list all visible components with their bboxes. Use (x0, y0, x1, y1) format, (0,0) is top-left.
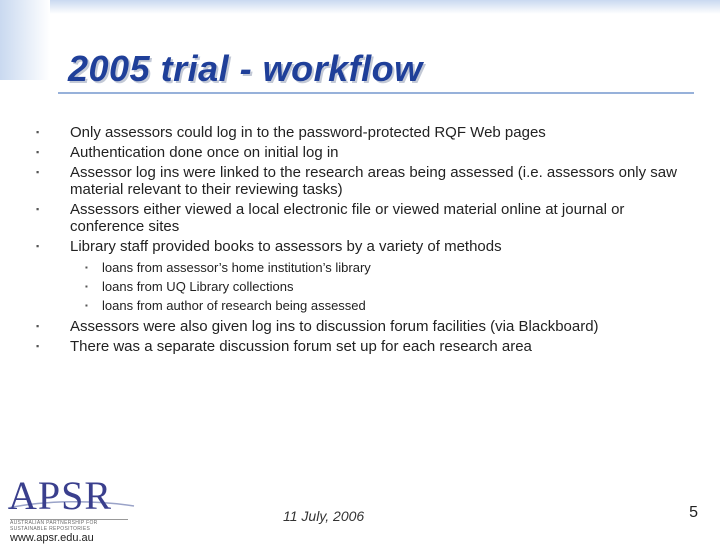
bullet-marker-icon: ▪ (36, 127, 40, 137)
bullet-text: There was a separate discussion forum set up for each research area (70, 338, 532, 355)
bullet-marker-icon: ▪ (85, 301, 88, 310)
sub-bullet-item (85, 277, 692, 296)
logo-wordmark: APSR (8, 473, 113, 518)
bullet-marker-icon: ▪ (85, 282, 88, 291)
bullet-text: Assessors were also given log ins to discussion forum facilities (via Blackboard) (70, 318, 599, 335)
title-underline (58, 92, 694, 94)
sub-bullet-text: loans from UQ Library collections (102, 279, 294, 294)
sub-bullet-item (85, 296, 692, 315)
bullet-text: Library staff provided books to assessors by a variety of methods (70, 238, 502, 255)
bullet-item (36, 238, 700, 255)
bullet-list (0, 124, 720, 355)
slide-page-number: 5 (689, 504, 698, 521)
bullet-marker-icon: ▪ (36, 167, 40, 177)
sub-bullet-text: loans from assessor’s home institution’s library (102, 260, 371, 275)
slide-title: 2005 trial - workflow (68, 48, 423, 89)
logo-tagline: AUSTRALIAN PARTNERSHIP FOR (10, 520, 98, 526)
bullet-marker-icon: ▪ (85, 263, 88, 272)
bullet-item (36, 124, 700, 141)
bullet-marker-icon: ▪ (36, 341, 40, 351)
decorative-top-band (0, 0, 720, 14)
slide-date: 11 July, 2006 (283, 508, 365, 524)
bullet-marker-icon: ▪ (36, 241, 40, 251)
bullet-text: Assessors either viewed a local electronic file or viewed material online at journal or conference sites (70, 201, 625, 235)
sub-bullet-item (85, 258, 692, 277)
bullet-item (36, 144, 700, 161)
bullet-text: Assessor log ins were linked to the research areas being assessed (i.e. assessors only saw material relevant to their reviewing tasks) (70, 164, 677, 198)
sub-bullet-text: loans from author of research being assessed (102, 298, 366, 313)
logo-tagline: SUSTAINABLE REPOSITORIES (10, 526, 91, 532)
decorative-corner-band (0, 0, 50, 80)
apsr-logo (6, 473, 140, 544)
bullet-item (36, 164, 700, 198)
bullet-item (36, 318, 700, 335)
bullet-marker-icon: ▪ (36, 321, 40, 331)
bullet-marker-icon: ▪ (36, 147, 40, 157)
bullet-text: Authentication done once on initial log in (70, 144, 339, 161)
bullet-item (36, 201, 700, 235)
footer-url: www.apsr.edu.au (10, 532, 94, 544)
bullet-marker-icon: ▪ (36, 204, 40, 214)
bullet-item (36, 338, 700, 355)
bullet-text: Only assessors could log in to the password-protected RQF Web pages (70, 124, 546, 141)
